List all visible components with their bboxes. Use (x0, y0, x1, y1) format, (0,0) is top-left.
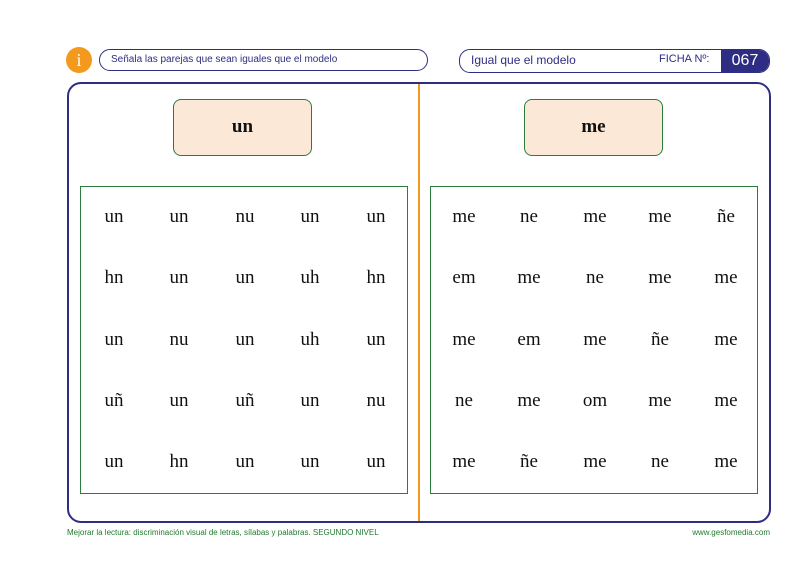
word-cell[interactable]: un (104, 451, 124, 472)
word-cell[interactable]: un (300, 206, 320, 227)
word-cell[interactable]: un (169, 206, 189, 227)
word-cell[interactable]: me (517, 390, 541, 411)
word-cell[interactable]: om (582, 390, 608, 411)
word-cell[interactable]: me (714, 267, 738, 288)
word-cell[interactable]: ne (455, 390, 473, 411)
word-cell[interactable]: ne (520, 206, 538, 227)
word-cell[interactable]: un (366, 451, 386, 472)
word-cell[interactable]: uh (300, 267, 320, 288)
word-cell[interactable]: hn (104, 267, 124, 288)
word-cell[interactable]: un (300, 451, 320, 472)
word-cell[interactable]: un (366, 206, 386, 227)
word-cell[interactable]: me (648, 390, 672, 411)
word-grid-right (430, 186, 758, 494)
word-cell[interactable]: ne (651, 451, 669, 472)
model-box-left: un (173, 99, 312, 156)
worksheet-title: Igual que el modelo (471, 53, 576, 67)
word-cell[interactable]: un (104, 206, 124, 227)
word-cell[interactable]: hn (169, 451, 189, 472)
word-cell[interactable]: un (235, 329, 255, 350)
word-cell[interactable]: hn (366, 267, 386, 288)
word-cell[interactable]: ñe (717, 206, 735, 227)
footer-website: www.gesfomedia.com (692, 528, 770, 537)
word-cell[interactable]: me (714, 451, 738, 472)
footer-description: Mejorar la lectura: discriminación visual de letras, sílabas y palabras. SEGUNDO NIVEL (67, 528, 379, 537)
word-cell[interactable]: uñ (104, 390, 124, 411)
word-cell[interactable]: me (714, 390, 738, 411)
word-cell[interactable]: me (517, 267, 541, 288)
title-banner (459, 49, 770, 73)
word-cell[interactable]: un (300, 390, 320, 411)
word-cell[interactable]: me (648, 267, 672, 288)
word-cell[interactable]: ne (586, 267, 604, 288)
word-cell[interactable]: un (366, 329, 386, 350)
word-cell[interactable]: me (583, 451, 607, 472)
word-cell[interactable]: un (235, 451, 255, 472)
word-cell[interactable]: me (714, 329, 738, 350)
word-cell[interactable]: me (452, 451, 476, 472)
word-cell[interactable]: uh (300, 329, 320, 350)
word-cell[interactable]: un (235, 267, 255, 288)
word-cell[interactable]: un (104, 329, 124, 350)
ficha-number: 067 (721, 50, 769, 72)
word-cell[interactable]: nu (235, 206, 255, 227)
ficha-label: FICHA Nº: (659, 53, 710, 65)
word-cell[interactable]: nu (169, 329, 189, 350)
word-cell[interactable]: me (452, 206, 476, 227)
word-cell[interactable]: me (648, 206, 672, 227)
word-cell[interactable]: me (583, 206, 607, 227)
word-grid-left (80, 186, 408, 494)
panel-divider (418, 84, 420, 521)
word-cell[interactable]: un (169, 390, 189, 411)
word-cell[interactable]: me (583, 329, 607, 350)
word-cell[interactable]: nu (366, 390, 386, 411)
info-icon: i (66, 47, 92, 73)
word-cell[interactable]: uñ (235, 390, 255, 411)
word-cell[interactable]: ñe (520, 451, 538, 472)
word-cell[interactable]: em (517, 329, 541, 350)
word-cell[interactable]: ñe (651, 329, 669, 350)
model-box-right: me (524, 99, 663, 156)
word-cell[interactable]: em (452, 267, 476, 288)
word-cell[interactable]: un (169, 267, 189, 288)
word-cell[interactable]: me (452, 329, 476, 350)
instruction-banner: Señala las parejas que sean iguales que el modelo (99, 49, 428, 71)
